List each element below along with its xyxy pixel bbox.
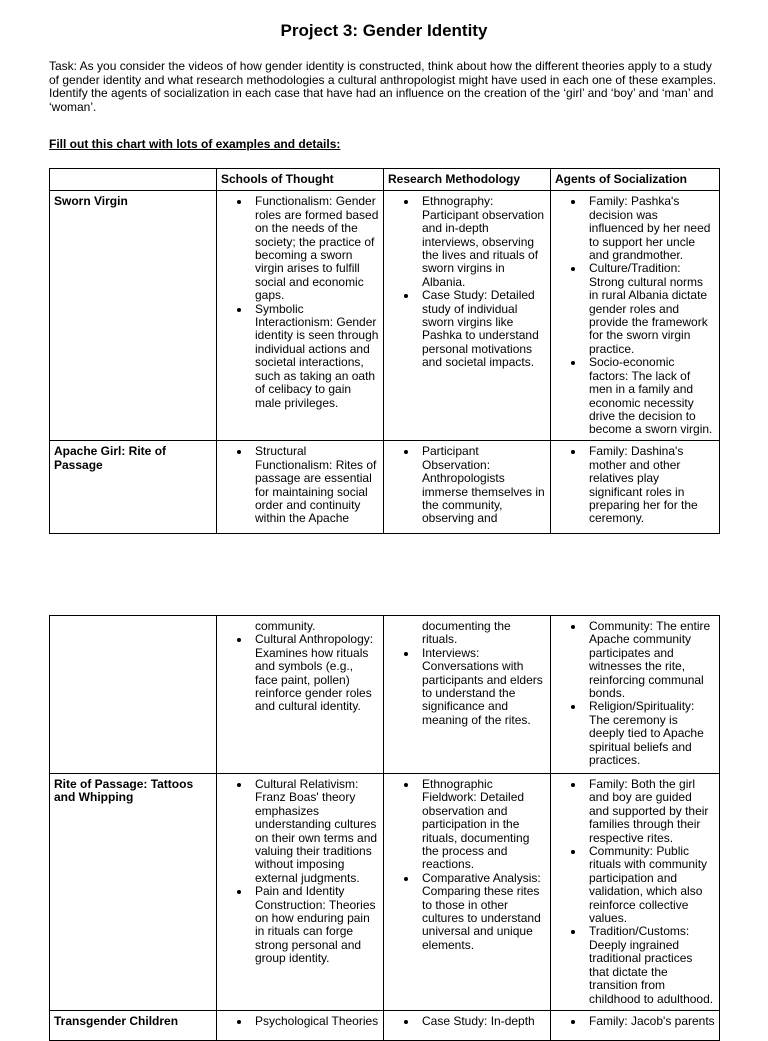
header-empty — [50, 169, 217, 191]
list-item: Community: The entire Apache community participates and witnesses the rite, reinforcing communal bonds. — [589, 620, 715, 700]
list-item: Ethnography: Participant observation and in-depth interviews, observing the lives and rituals of sworn virgins in Albania. — [422, 194, 545, 289]
row-label-sworn-virgin: Sworn Virgin — [50, 191, 217, 441]
list-item: Participant Observation: Anthropologists immerse themselves in the community, observing and — [422, 444, 545, 526]
cell-agents-apache-part2 — [551, 616, 720, 774]
list-item: Structural Functionalism: Rites of passage are essential for maintaining social order and continuity within the Apache — [255, 445, 379, 525]
cell-methods-apache-part1 — [384, 441, 551, 534]
table-row-sworn-virgin — [50, 191, 720, 441]
list-item: Symbolic Interactionism: Gender identity is seen through individual actions and societal interactions, such as taking an oath of celibacy to gain male privileges. — [255, 301, 379, 410]
table-row-apache-continued — [50, 616, 720, 774]
list-item: Family: Pashka's decision was influenced by her need to support her uncle and grandmother. — [589, 195, 715, 262]
list-item: Functionalism: Gender roles are formed based on the needs of the society; the practice of becoming a sworn virgin arises to fulfill social and economic gaps. — [255, 194, 379, 303]
gender-identity-chart-part-2 — [49, 615, 720, 1041]
row-label-apache-girl: Apache Girl: Rite of Passage — [50, 441, 217, 534]
list-item: Socio-economic factors: The lack of men in a family and economic necessity drive the decision to become a sworn virgin. — [589, 356, 715, 436]
table-row-tattoos-whipping — [50, 774, 720, 1011]
list-item-continued: community. — [255, 619, 316, 633]
list-item: Interviews: Conversations with participants and elders to understand the significance and meaning of the rites. — [422, 647, 546, 727]
list-item: Family: Dashina's mother and other relatives play significant roles in preparing her for the ceremony. — [589, 445, 715, 525]
list-item: Religion/Spirituality: The ceremony is deeply tied to Apache spiritual beliefs and practices. — [589, 700, 715, 767]
row-label-empty — [50, 616, 217, 774]
list-item-continued: documenting the rituals. — [422, 619, 511, 647]
cell-methods-apache-part2 — [384, 616, 551, 774]
page-title: Project 3: Gender Identity — [280, 21, 488, 40]
cell-agents-tattoos — [551, 774, 720, 1011]
cell-methods-transgender — [384, 1011, 551, 1041]
table-header-row — [50, 169, 720, 191]
cell-schools-tattoos — [217, 774, 384, 1011]
list-item: Case Study: In-depth — [422, 1015, 546, 1028]
table-row-apache-girl — [50, 441, 720, 534]
cell-agents-sworn-virgin — [551, 191, 720, 441]
list-item: Tradition/Customs: Deeply ingrained traditional practices that dictate the transition from childhood to adulthood. — [589, 924, 714, 1006]
list-item: Comparative Analysis: Comparing these rites to those in other cultures to understand universal and unique elements. — [422, 872, 546, 952]
list-item: Family: Both the girl and boy are guided and supported by their families through their respective rites. — [589, 778, 715, 845]
list-item: Cultural Anthropology: Examines how rituals and symbols (e.g., face paint, pollen) reinforce gender roles and cultural identity. — [255, 633, 379, 713]
row-label-transgender-children: Transgender Children — [50, 1011, 217, 1041]
list-item: Case Study: Detailed study of individual sworn virgins like Pashka to understand personal motivations and societal impacts. — [422, 289, 546, 369]
list-item: Culture/Tradition: Strong cultural norms in rural Albania dictate gender roles and provide the framework for the sworn virgin practice. — [589, 262, 715, 356]
list-item: Family: Jacob's parents — [589, 1014, 715, 1028]
header-research-methodology: Research Methodology — [384, 169, 551, 191]
cell-agents-transgender — [551, 1011, 720, 1041]
header-agents-of-socialization: Agents of Socialization — [551, 169, 720, 191]
cell-agents-apache-part1 — [551, 441, 720, 534]
cell-methods-tattoos — [384, 774, 551, 1011]
header-schools-of-thought: Schools of Thought — [217, 169, 384, 191]
row-label-tattoos-whipping: Rite of Passage: Tattoos and Whipping — [50, 774, 217, 1011]
cell-schools-apache-part1 — [217, 441, 384, 534]
gender-identity-chart-part-1 — [49, 168, 720, 534]
list-item: Ethnographic Fieldwork: Detailed observation and participation in the rituals, documenting the process and reactions. — [422, 778, 546, 872]
cell-schools-transgender — [217, 1011, 384, 1041]
cell-methods-sworn-virgin — [384, 191, 551, 441]
chart-instruction: Fill out this chart with lots of examples and details: — [49, 137, 341, 151]
table-row-transgender-children — [50, 1011, 720, 1041]
list-item: Pain and Identity Construction: Theories on how enduring pain in rituals can forge strong personal and group identity. — [255, 885, 379, 965]
cell-schools-apache-part2 — [217, 616, 384, 774]
list-item: Cultural Relativism: Franz Boas' theory emphasizes understanding cultures on their own terms and valuing their traditions without imposing external judgments. — [255, 777, 378, 885]
list-item: Psychological Theories — [255, 1014, 379, 1028]
task-description: Task: As you consider the videos of how gender identity is constructed, think about how the different theories apply to a study of gender identity and what research methodologies a cultural anthropologist might have used in each one of these examples. Identify the agents of socialization in each case that have had an influence on the creation of the ‘girl’ and ‘boy’ and ‘man’ and ‘woman’. — [49, 59, 717, 114]
list-item: Community: Public rituals with community participation and validation, which also reinforce collective values. — [589, 845, 715, 925]
cell-schools-sworn-virgin — [217, 191, 384, 441]
